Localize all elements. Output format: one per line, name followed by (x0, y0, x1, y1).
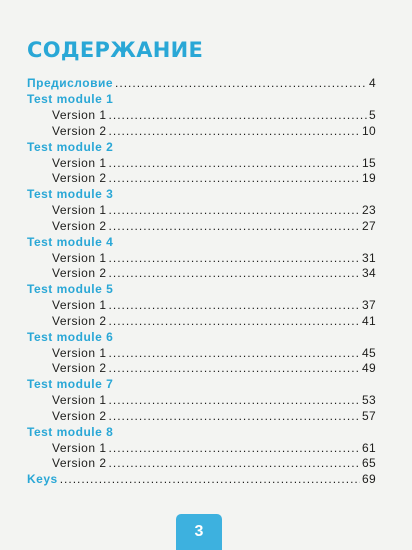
toc-entry-label: Keys (27, 472, 58, 486)
dot-leader (109, 203, 361, 217)
toc-entry[interactable] (27, 409, 376, 425)
toc-module-label: Test module 7 (27, 377, 114, 391)
toc-entry-page: 65 (362, 456, 376, 470)
dot-leader (109, 346, 361, 360)
dot-leader (109, 266, 361, 280)
toc-entry[interactable] (27, 251, 376, 267)
toc-module-heading[interactable] (27, 425, 376, 441)
dot-leader (109, 409, 361, 423)
toc-entry-page: 41 (362, 313, 376, 328)
dot-leader (109, 361, 361, 375)
toc-entry[interactable] (27, 393, 376, 409)
toc-entry-label: Version 1 (52, 393, 107, 407)
toc-entry-page: 69 (362, 472, 376, 486)
toc-entry-label: Version 2 (52, 313, 107, 328)
toc-module-label: Test module 1 (27, 92, 114, 106)
table-of-contents (27, 76, 376, 488)
toc-entry[interactable] (27, 346, 376, 362)
toc-module-label: Test module 4 (27, 234, 114, 249)
dot-leader (109, 171, 361, 185)
toc-entry-keys[interactable] (27, 472, 376, 488)
toc-entry-label: Version 1 (52, 298, 107, 312)
dot-leader (109, 456, 361, 470)
toc-module-heading[interactable] (27, 330, 376, 346)
toc-module-heading[interactable] (27, 187, 376, 203)
dot-leader (109, 298, 361, 312)
toc-entry-page: 57 (362, 408, 376, 423)
toc-entry-page: 10 (362, 123, 376, 138)
toc-entry-page: 37 (362, 298, 376, 312)
page-number: 3 (194, 523, 204, 540)
toc-entry-label: Version 1 (52, 250, 107, 265)
toc-entry[interactable] (27, 456, 376, 472)
toc-module-heading[interactable] (27, 92, 376, 108)
toc-module-label: Test module 2 (27, 139, 114, 154)
toc-entry-preface[interactable] (27, 76, 376, 92)
toc-entry[interactable] (27, 219, 376, 235)
toc-entry[interactable] (27, 266, 376, 282)
toc-entry-page: 4 (369, 76, 376, 90)
toc-entry-label: Version 1 (52, 108, 107, 122)
toc-entry-label: Version 2 (52, 408, 107, 423)
toc-module-label: Test module 6 (27, 329, 114, 344)
toc-entry[interactable] (27, 361, 376, 377)
dot-leader (109, 108, 367, 122)
toc-entry-page: 19 (362, 171, 376, 185)
toc-entry-label: Version 2 (52, 456, 107, 470)
toc-entry-label: Version 2 (52, 123, 107, 138)
toc-entry-label: Version 1 (52, 440, 107, 455)
toc-module-heading[interactable] (27, 235, 376, 251)
toc-module-label: Test module 3 (27, 187, 114, 201)
dot-leader (109, 441, 361, 455)
toc-module-label: Test module 5 (27, 282, 114, 296)
toc-module-label: Test module 8 (27, 424, 114, 439)
dot-leader (115, 76, 367, 90)
toc-entry-page: 49 (362, 361, 376, 375)
toc-entry-label: Version 2 (52, 218, 107, 233)
toc-module-heading[interactable] (27, 377, 376, 393)
toc-entry-page: 15 (362, 155, 376, 170)
toc-entry-label: Предисловие (27, 76, 114, 90)
dot-leader (109, 156, 361, 170)
toc-entry-page: 34 (362, 266, 376, 280)
toc-module-heading[interactable] (27, 282, 376, 298)
toc-entry[interactable] (27, 441, 376, 457)
toc-entry-label: Version 1 (52, 345, 107, 360)
toc-entry-label: Version 2 (52, 361, 107, 375)
toc-module-heading[interactable] (27, 140, 376, 156)
toc-entry-page: 31 (362, 250, 376, 265)
toc-entry-label: Version 1 (52, 155, 107, 170)
toc-entry-label: Version 2 (52, 266, 107, 280)
toc-entry-page: 45 (362, 345, 376, 360)
toc-entry[interactable] (27, 314, 376, 330)
toc-entry-page: 61 (362, 440, 376, 455)
page-title: СОДЕРЖАНИЕ (27, 38, 204, 62)
toc-entry-page: 5 (369, 108, 376, 122)
dot-leader (60, 472, 360, 486)
toc-entry[interactable] (27, 171, 376, 187)
dot-leader (109, 124, 361, 138)
toc-entry-label: Version 1 (52, 203, 107, 217)
dot-leader (109, 219, 361, 233)
page-number-badge (176, 514, 222, 550)
toc-entry[interactable] (27, 124, 376, 140)
toc-entry-label: Version 2 (52, 171, 107, 185)
toc-entry[interactable] (27, 108, 376, 124)
dot-leader (109, 251, 361, 265)
toc-entry[interactable] (27, 203, 376, 219)
dot-leader (109, 314, 361, 328)
toc-entry[interactable] (27, 298, 376, 314)
toc-entry-page: 53 (362, 393, 376, 407)
toc-entry[interactable] (27, 156, 376, 172)
toc-entry-page: 27 (362, 218, 376, 233)
toc-entry-page: 23 (362, 203, 376, 217)
dot-leader (109, 393, 361, 407)
